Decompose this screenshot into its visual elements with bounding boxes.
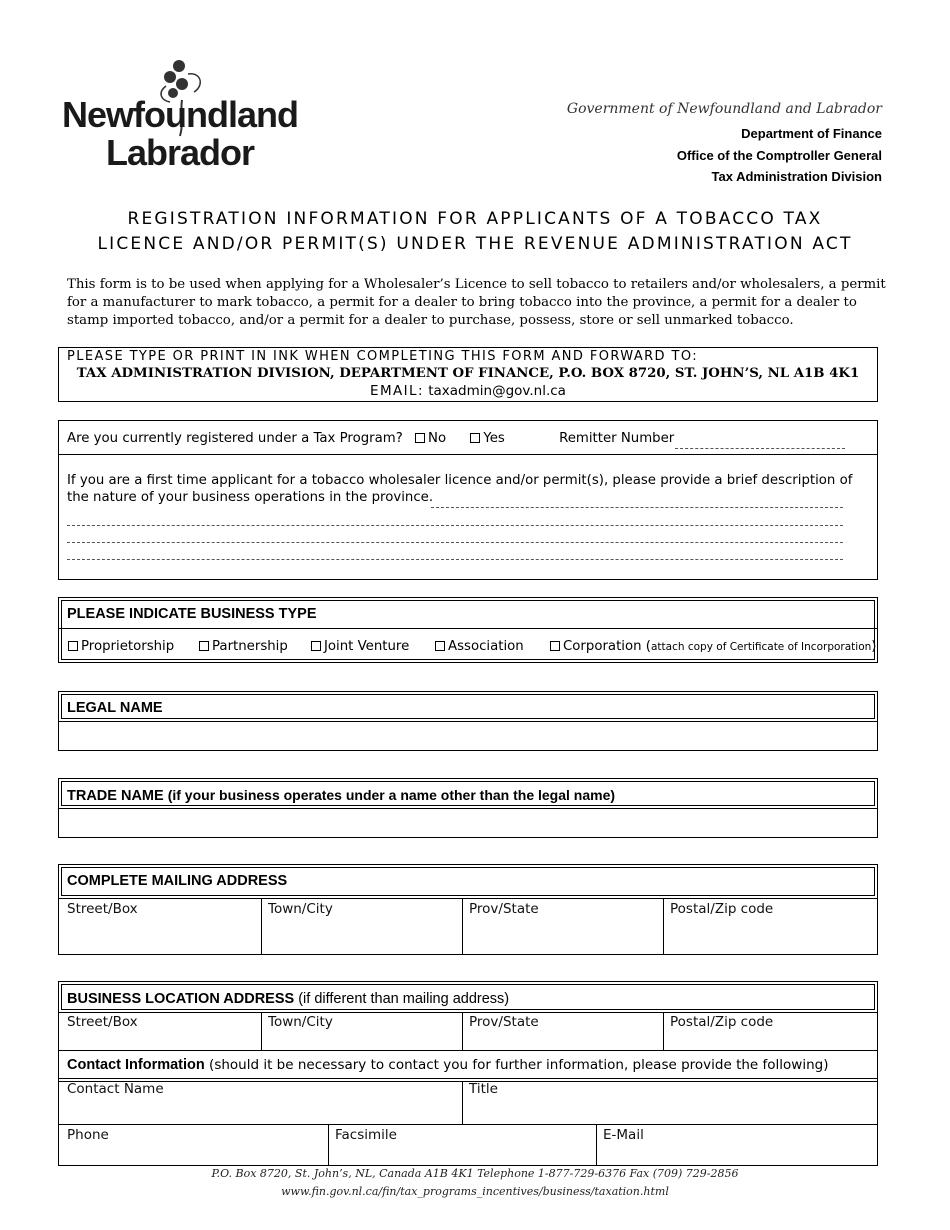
divider <box>59 454 877 455</box>
description-line[interactable] <box>431 507 843 508</box>
remitter-label: Remitter Number <box>559 431 675 446</box>
corporation-note: attach copy of Certificate of Incorporation <box>650 641 872 653</box>
nl-logo <box>62 52 302 177</box>
department-name: Department of Finance <box>741 126 882 141</box>
mailing-postal-field[interactable]: Postal/Zip code <box>670 901 774 917</box>
legal-name-heading-box <box>58 691 878 722</box>
instructions-address: TAX ADMINISTRATION DIVISION, DEPARTMENT OF FINANCE, P.O. BOX 8720, ST. JOHN’S, NL A1B 4K1 <box>76 366 860 381</box>
footer-website[interactable]: www.fin.gov.nl.ca/fin/tax_programs_incentives/business/taxation.html <box>281 1185 669 1198</box>
logo-text-newfoundland: Newfoundland <box>62 94 298 135</box>
logo-text-labrador: Labrador <box>106 132 255 173</box>
instructions-email-row <box>59 383 877 399</box>
checkbox[interactable] <box>199 641 209 651</box>
business-type-option-partnership[interactable]: Partnership <box>199 639 288 654</box>
phone-field[interactable]: Phone <box>67 1127 109 1143</box>
description-line[interactable] <box>67 542 843 543</box>
business-type-section <box>58 597 878 663</box>
contact-title-field[interactable]: Title <box>469 1081 498 1097</box>
instructions-box <box>58 347 878 402</box>
business-type-option-corporation[interactable]: Corporation (attach copy of Certificate of Incorporation) <box>550 639 876 654</box>
location-address-heading: BUSINESS LOCATION ADDRESS (if different than mailing address) <box>67 991 510 1007</box>
checkbox[interactable] <box>68 641 78 651</box>
registration-question-row <box>67 431 674 446</box>
instructions-line1: PLEASE TYPE OR PRINT IN INK WHEN COMPLETING THIS FORM AND FORWARD TO: <box>67 349 699 364</box>
form-title-line1: REGISTRATION INFORMATION FOR APPLICANTS OF A TOBACCO TAX <box>127 209 823 229</box>
business-type-option-association[interactable]: Association <box>435 639 524 654</box>
contact-heading-row <box>67 1057 828 1073</box>
mailing-street-field[interactable]: Street/Box <box>67 901 138 917</box>
government-name: Government of Newfoundland and Labrador <box>566 101 882 117</box>
contact-name-field[interactable]: Contact Name <box>67 1081 164 1097</box>
email-link[interactable]: taxadmin@gov.nl.ca <box>428 383 566 399</box>
no-option[interactable]: No <box>415 431 446 446</box>
legal-name-input[interactable] <box>58 722 878 751</box>
legal-name-heading: LEGAL NAME <box>67 700 163 716</box>
yes-checkbox[interactable] <box>470 433 480 443</box>
description-line[interactable] <box>67 525 843 526</box>
registration-question: Are you currently registered under a Tax Program? <box>67 431 403 446</box>
footer-contact: P.O. Box 8720, St. John’s, NL, Canada A1B 4K1 Telephone 1-877-729-6376 Fax (709) 729-2856 <box>211 1167 739 1180</box>
trade-name-heading-box <box>58 778 878 809</box>
office-name: Office of the Comptroller General <box>676 148 882 163</box>
location-town-field[interactable]: Town/City <box>268 1014 333 1030</box>
description-prompt-line1: If you are a first time applicant for a tobacco wholesaler licence and/or permit(s), please provide a brief description of <box>67 473 853 488</box>
description-line[interactable] <box>67 559 843 560</box>
business-type-option-joint-venture[interactable]: Joint Venture <box>311 639 409 654</box>
location-prov-field[interactable]: Prov/State <box>469 1014 539 1030</box>
intro-paragraph: This form is to be used when applying for a Wholesaler’s Licence to sell tobacco to retailers and/or wholesalers, a permit for a manufacturer to mark tobacco, a permit for a dealer to bring tobacco into the province, a permit for a dealer to stamp imported tobacco, and/or a permit for a dealer to purchase, possess, store or sell unmarked tobacco. <box>67 277 886 328</box>
trade-name-heading: TRADE NAME (if your business operates under a name other than the legal name) <box>67 787 616 804</box>
email-field[interactable]: E-Mail <box>603 1127 644 1143</box>
checkbox[interactable] <box>311 641 321 651</box>
checkbox[interactable] <box>550 641 560 651</box>
form-title-line2: LICENCE AND/OR PERMIT(S) UNDER THE REVENUE ADMINISTRATION ACT <box>97 234 853 254</box>
email-label: EMAIL: <box>370 383 424 399</box>
yes-option[interactable]: Yes <box>470 431 504 446</box>
contact-note: (should it be necessary to contact you for further information, please provide the following) <box>209 1057 829 1073</box>
registration-box <box>58 420 878 580</box>
location-postal-field[interactable]: Postal/Zip code <box>670 1014 774 1030</box>
checkbox[interactable] <box>435 641 445 651</box>
no-checkbox[interactable] <box>415 433 425 443</box>
divider <box>59 628 877 629</box>
location-address-heading-box <box>58 981 878 1013</box>
business-type-heading: PLEASE INDICATE BUSINESS TYPE <box>67 606 317 622</box>
division-name: Tax Administration Division <box>711 169 882 184</box>
mailing-address-heading-box <box>58 864 878 899</box>
mailing-prov-field[interactable]: Prov/State <box>469 901 539 917</box>
location-contact-table <box>58 1013 878 1166</box>
description-prompt-line2: the nature of your business operations in the province. <box>67 490 434 505</box>
facsimile-field[interactable]: Facsimile <box>335 1127 397 1143</box>
location-street-field[interactable]: Street/Box <box>67 1014 138 1030</box>
mailing-address-fields <box>58 899 878 955</box>
contact-heading: Contact Information <box>67 1057 205 1073</box>
trade-name-input[interactable] <box>58 809 878 838</box>
business-type-option-proprietorship[interactable]: Proprietorship <box>68 639 174 654</box>
mailing-town-field[interactable]: Town/City <box>268 901 333 917</box>
mailing-address-heading: COMPLETE MAILING ADDRESS <box>67 873 288 889</box>
remitter-number-field[interactable] <box>675 448 845 449</box>
